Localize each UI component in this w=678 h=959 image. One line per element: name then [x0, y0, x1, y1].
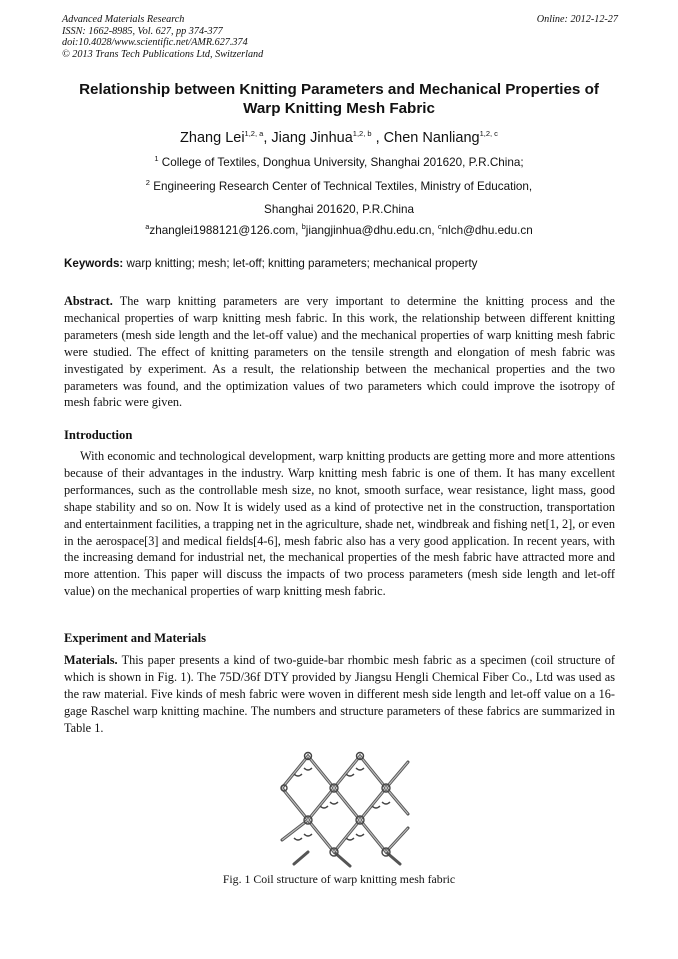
email-link: nlch@dhu.edu.cn — [441, 224, 533, 237]
email-link: zhanglei1988121@126.com, — [149, 224, 302, 237]
copyright-line: © 2013 Trans Tech Publications Ltd, Switzerland — [62, 48, 264, 60]
affiliation-1 — [40, 156, 638, 169]
author-name: Chen Nanliang — [383, 130, 480, 146]
author-name: Zhang Lei — [180, 130, 245, 146]
online-date: Online: 2012-12-27 — [536, 14, 618, 25]
author-name: Jiang Jinhua — [271, 130, 353, 146]
abstract — [64, 293, 615, 411]
author-list — [40, 130, 638, 146]
abstract-text: The warp knitting parameters are very important to determine the knitting process and the mechanical properties of warp knitting mesh fabric. In this work, the relationship between different knitting parameters (mesh side length and the let-off value) and the mechanical properties of warp knitting mesh fabric were studied. The effect of knitting parameters on the tensile strength and elongation of mesh fabric was investigated by experiment. As a result, the relationship between the mechanical properties and the two parameters was found, and the optimization values of two parameters which could improve the isotropy of mesh fabric were given. — [64, 294, 615, 410]
affil-sup: 1 — [154, 154, 159, 164]
introduction-text: With economic and technological development, warp knitting products are getting more and more attentions because of their advantages in the industry. Warp knitting mesh fabric is one of them. It has many excellent performances, such as the controllable mesh size, no knot, smooth surface, wear resistance, light mass, good shape stability and so on. Now It is widely used as a kind of protective net in the construction, transportation and entertainment facilities, a trapping net in the agriculture, shade net, windbreak and fishing net[1, 2], or even in the aerospace[3] and medical fields[4-6], mesh fabric also has a very good application. In recent years, with the increasing demand for industrial net, the mechanical properties of the mesh fabric have attracted more and more attention. This paper will discuss the impacts of two process parameters (mesh side length and let-off value) on the mechanical properties of warp knitting mesh fabric. — [64, 449, 615, 599]
email-sup: c — [437, 222, 442, 232]
affiliation-2 — [40, 180, 638, 193]
author-affil-sup: 1,2, b — [352, 129, 372, 139]
email-link: jiangjinhua@dhu.edu.cn, — [305, 224, 438, 237]
author-separator: , — [263, 130, 272, 146]
keywords-text: warp knitting; mesh; let-off; knitting parameters; mechanical property — [123, 257, 478, 270]
mesh-fabric-figure — [280, 748, 410, 868]
affil-sup: 2 — [145, 178, 150, 188]
issn-line: ISSN: 1662-8985, Vol. 627, pp 374-377 — [62, 25, 223, 37]
email-sup: b — [301, 222, 306, 232]
affil-text: Engineering Research Center of Technical Textiles, Ministry of Education, — [153, 180, 533, 193]
experiment-heading: Experiment and Materials — [64, 631, 207, 645]
affil-text: College of Textiles, Donghua University, Shanghai 201620, P.R.China; — [161, 156, 524, 169]
figure-caption: Fig. 1 Coil structure of warp knitting mesh fabric — [222, 872, 456, 886]
email-line — [40, 224, 638, 237]
author-separator: , — [371, 130, 384, 146]
title-line-1: Relationship between Knitting Parameters and Mechanical Properties of — [79, 81, 599, 98]
keywords — [64, 257, 624, 270]
journal-header — [62, 14, 618, 60]
materials-text: This paper presents a kind of two-guide-bar rhombic mesh fabric as a specimen (coil structure of which is shown in Fig. 1). The 75D/36f DTY provided by Jiangsu Hengli Chemical Fiber Co., Ltd was used as the raw material. Five kinds of mesh fabric were woven in different mesh side length and let-off value on a 16-gage Raschel warp knitting machine. The numbers and structure parameters of these fabrics are summarized in Table 1. — [64, 653, 615, 735]
keywords-label: Keywords: — [64, 257, 124, 270]
mesh-fabric-icon — [280, 748, 410, 868]
materials-paragraph — [64, 652, 615, 737]
materials-label: Materials. — [64, 653, 118, 667]
affiliation-2-line-2: Shanghai 201620, P.R.China — [264, 203, 414, 216]
abstract-label: Abstract. — [64, 294, 113, 308]
email-sup: a — [145, 222, 150, 232]
introduction-heading: Introduction — [64, 428, 133, 442]
paper-title — [40, 80, 638, 118]
journal-name: Advanced Materials Research — [62, 14, 185, 25]
author-affil-sup: 1,2, c — [479, 129, 498, 139]
author-affil-sup: 1,2, a — [244, 129, 264, 139]
doi-line: doi:10.4028/www.scientific.net/AMR.627.374 — [62, 37, 248, 49]
title-line-2: Warp Knitting Mesh Fabric — [243, 100, 435, 117]
